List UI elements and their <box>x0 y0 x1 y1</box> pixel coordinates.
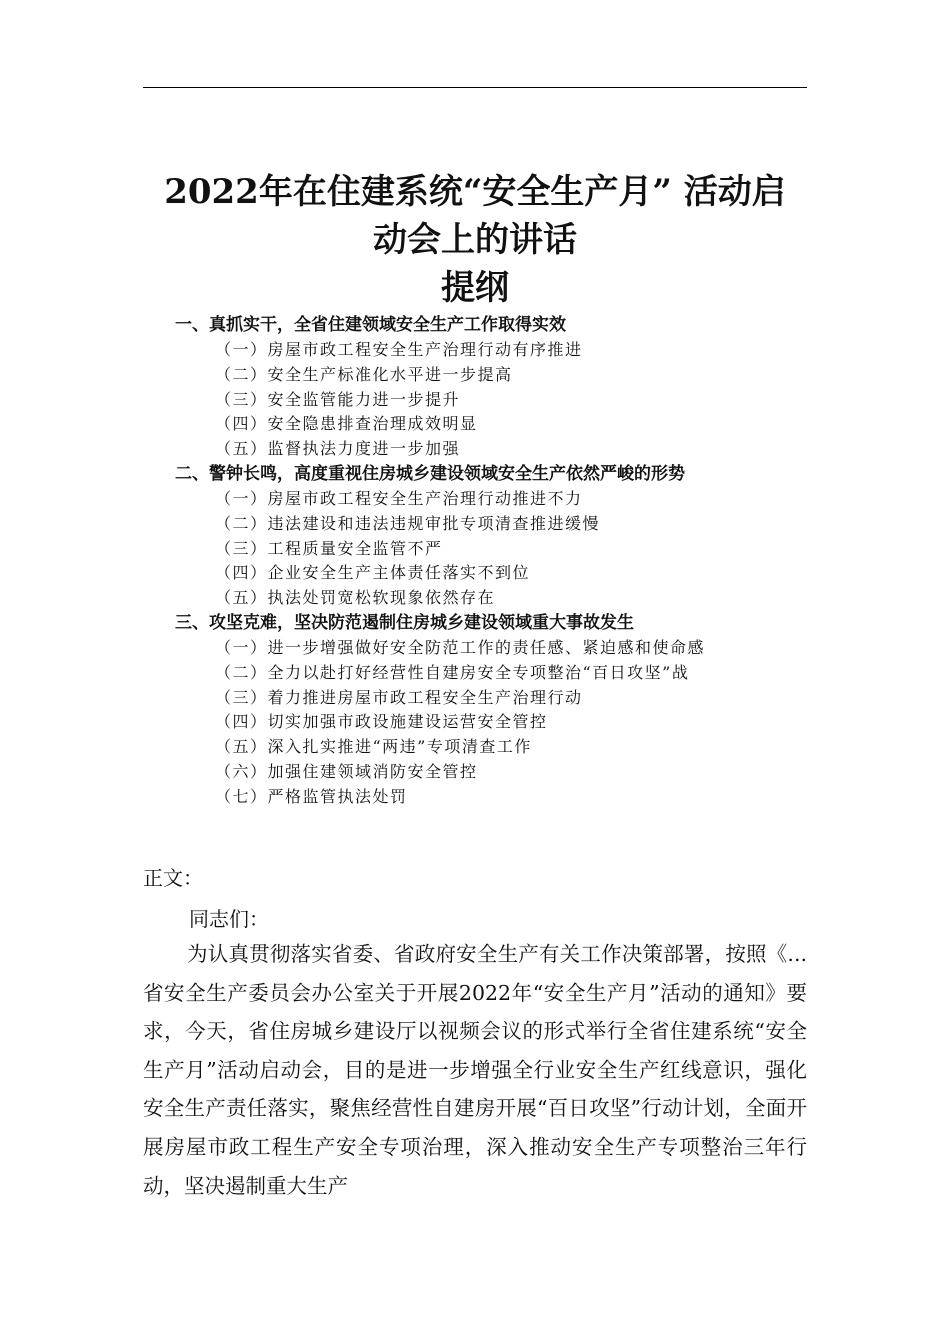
outline-item: （七）严格监管执法处罚 <box>215 786 408 806</box>
header-rule <box>143 87 807 88</box>
outline-item: （五）深入扎实推进“两违”专项清查工作 <box>215 737 532 757</box>
greeting: 同志们： <box>189 907 269 931</box>
outline-item: （一）房屋市政工程安全生产治理行动有序推进 <box>215 340 583 359</box>
outline-item: （二）全力以赴打好经营性自建房安全专项整治“百日攻坚”战 <box>215 662 690 682</box>
outline-item: （四）切实加强市政设施建设运营安全管控 <box>215 712 548 732</box>
outline-item: （五）监督执法力度进一步加强 <box>215 439 461 459</box>
outline-item: （六）加强住建领域消防安全管控 <box>215 761 478 781</box>
title-line-1: 2022年在住建系统“安全生产月” 活动启 <box>164 172 786 212</box>
title-line-2: 动会上的讲话 <box>373 220 577 260</box>
outline-item: （四）安全隐患排查治理成效明显 <box>215 414 478 434</box>
title-line-3: 提纲 <box>441 268 509 308</box>
outline-item: （一）房屋市政工程安全生产治理行动推进不力 <box>215 488 583 508</box>
outline-item: （五）执法处罚宽松软现象依然存在 <box>215 588 496 608</box>
outline-item: （三）着力推进房屋市政工程安全生产治理行动 <box>215 687 583 707</box>
outline-item: （二）违法建设和违法违规审批专项清查推进缓慢 <box>215 513 601 533</box>
outline-section-3-heading: 三、攻坚克难，坚决防范遏制住房城乡建设领域重大事故发生 <box>175 612 634 633</box>
outline-section-2-heading: 二、警钟长鸣，高度重视住房城乡建设领域安全生产依然严峻的形势 <box>175 463 685 484</box>
outline-section-1-heading: 一、真抓实干，全省住建领域安全生产工作取得实效 <box>175 315 566 335</box>
outline-item: （二）安全生产标准化水平进一步提高 <box>215 364 513 384</box>
body-paragraph: 为认真贯彻落实省委、省政府安全生产有关工作决策部署，按照《...省安全生产委员会办公室关于开展2022年“安全生产月”活动的通知》要求，今天，省住房城乡建设厅以视频会议的形式举行全省住建系统“安全生产月”活动启动会，目的是进一步增强全行业安全生产红线意识，强化安全生产责任落实，聚焦经营性自建房开展“百日攻坚”行动计划，全面开展房屋市政工程生产安全专项治理，深入推动安全生产专项整治三年行动，坚决遏制重大生产 <box>143 942 807 1198</box>
outline-item: （一）进一步增强做好安全防范工作的责任感、紧迫感和使命感 <box>215 637 706 657</box>
outline-item: （四）企业安全生产主体责任落实不到位 <box>215 563 531 583</box>
document-title <box>143 168 807 312</box>
outline-item: （三）工程质量安全监管不严 <box>215 538 443 558</box>
outline-item: （三）安全监管能力进一步提升 <box>215 389 461 409</box>
body-label: 正文： <box>143 866 203 890</box>
outline <box>143 313 807 810</box>
